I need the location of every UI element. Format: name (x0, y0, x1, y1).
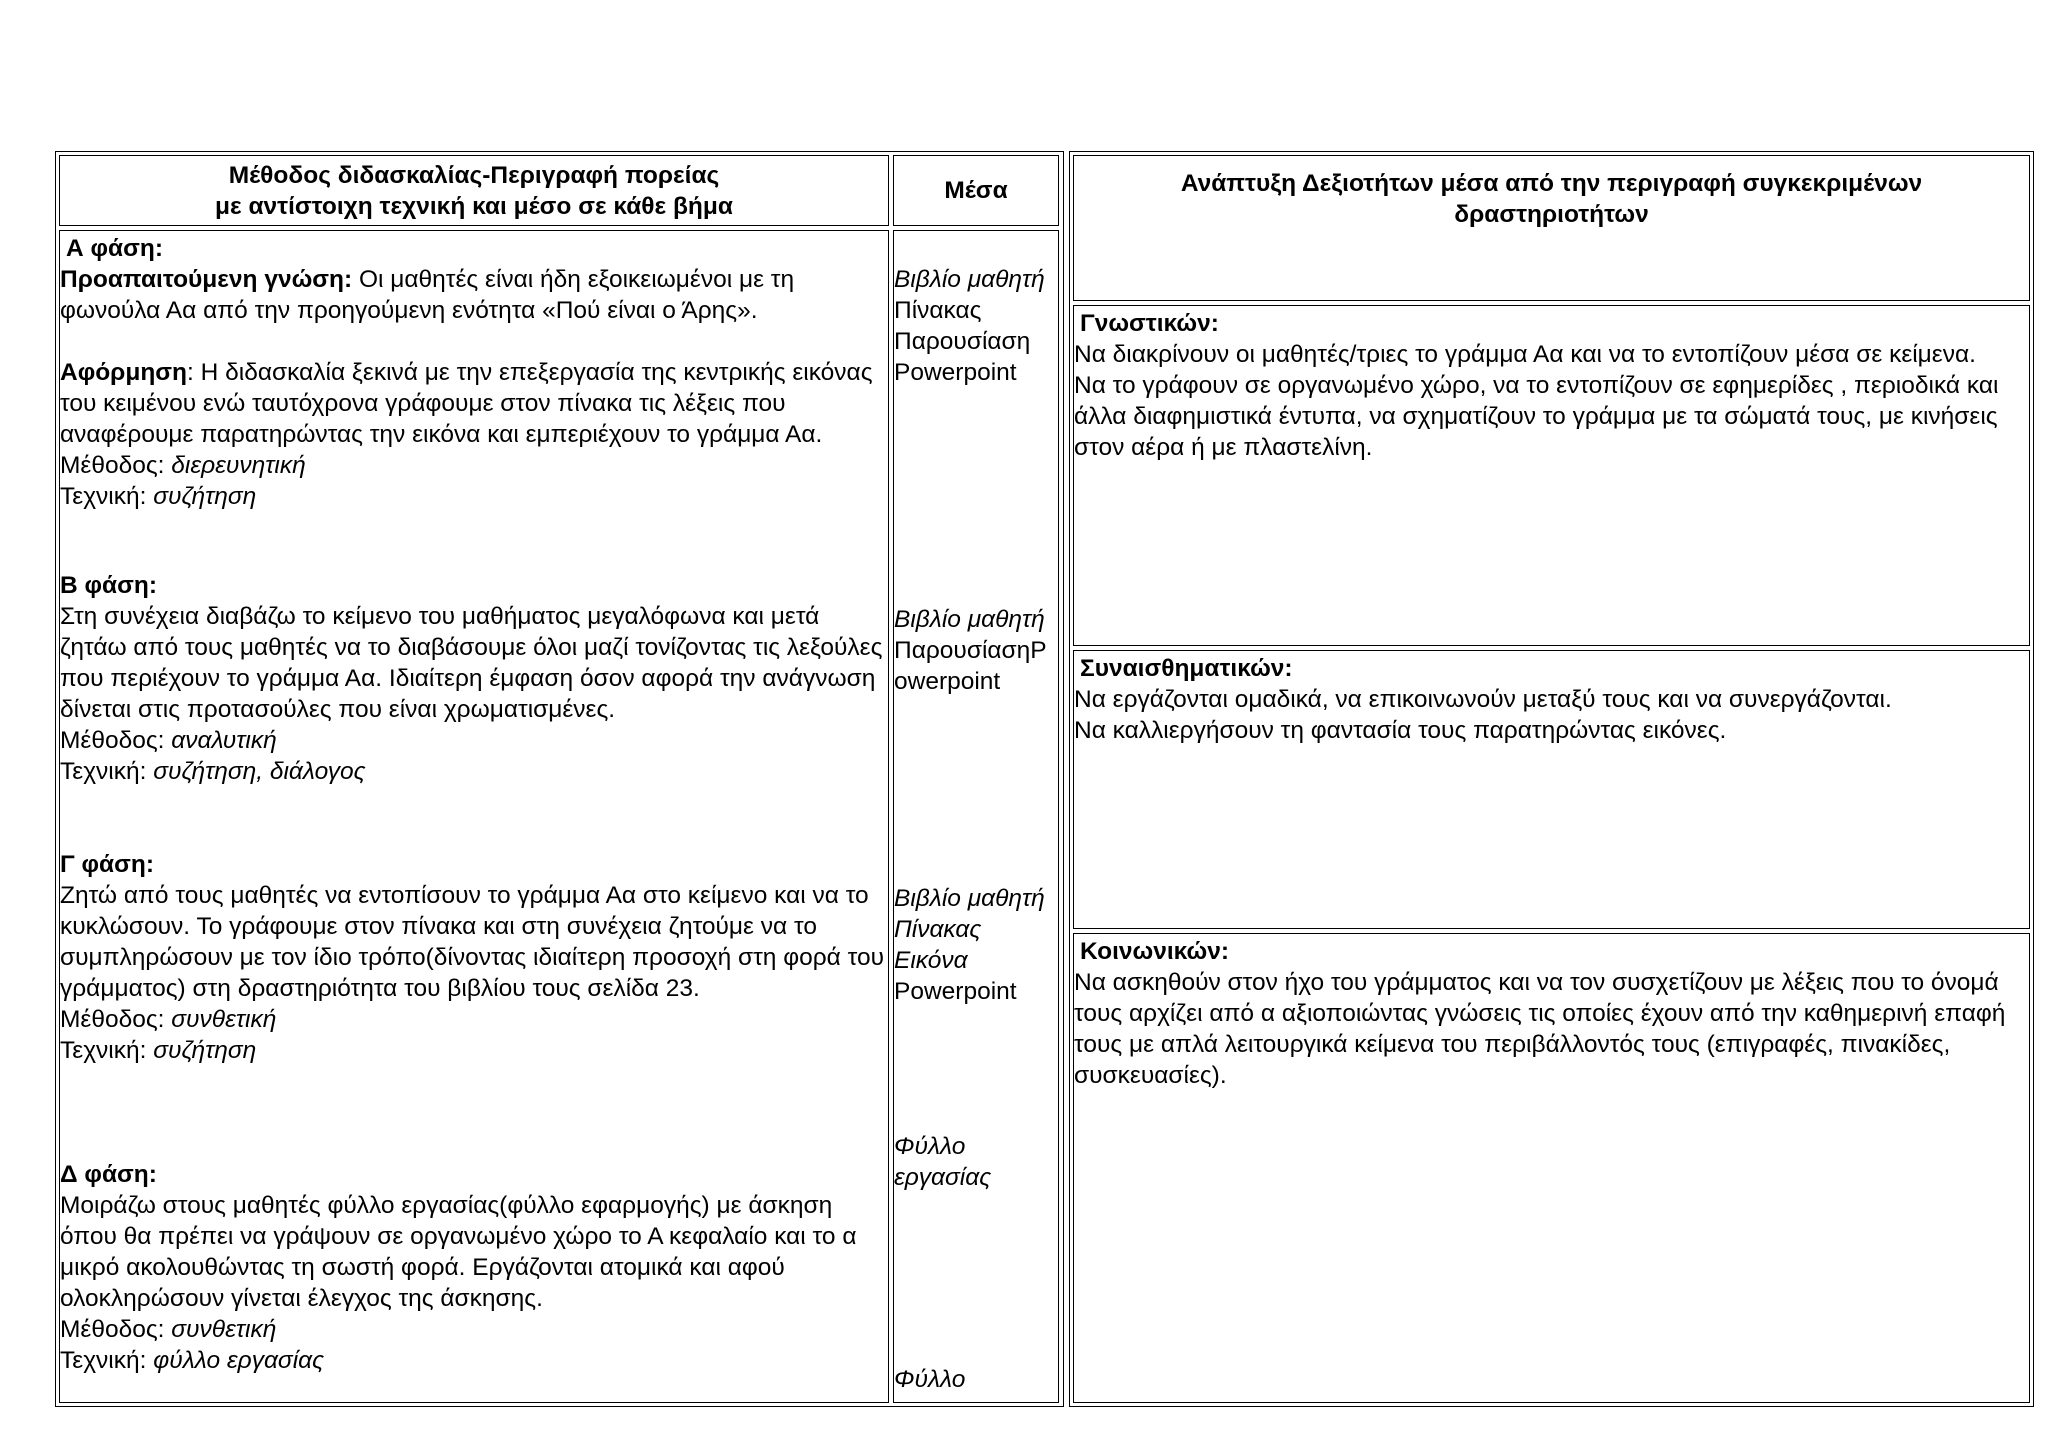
media-item: Πίνακας (894, 297, 982, 324)
phase-b-technique: Τεχνική: συζήτηση, διάλογος (60, 758, 366, 785)
emotional-title: Συναισθηματικών: (1080, 655, 1293, 682)
media-item: Φύλλο εργασίας (894, 1133, 992, 1191)
media-phase-d (894, 1131, 1004, 1193)
phase-b-method: Μέθοδος: αναλυτική (60, 727, 277, 754)
media-item: Βιβλίο μαθητή (894, 885, 1045, 912)
trigger-text: : Η διδασκαλία ξεκινά με την επεξεργασία της κεντρικής εικόνας του κειμένου ενώ ταυτόχρονα γράφουμε στον πίνακα τις λέξεις που αναφέρουμε παρατηρώντας την εικόνα και εμπεριέχουν το γράμμα Αα. (60, 359, 873, 448)
phase-a-technique: Τεχνική: συζήτηση (60, 483, 257, 510)
phase-c-title: Γ φάση: (60, 851, 155, 878)
method-column-header (59, 155, 889, 226)
phase-c (60, 849, 886, 1066)
media-item: Πίνακας (894, 916, 982, 943)
phase-b-text: Στη συνέχεια διαβάζω το κείμενο του μαθήματος μεγαλόφωνα και μετά ζητάω από τους μαθητές να το διαβάσουμε όλοι μαζί τονίζοντας τις λεξούλες που περιέχουν το γράμμα Αα. Ιδιαίτερη έμφαση όσον αφορά την ανάγνωση δίνεται στις προτασούλες που είναι χρωματισμένες. (60, 603, 883, 723)
media-column-header (893, 155, 1059, 226)
media-header-label: Μέσα (944, 177, 1008, 204)
phase-d-technique: Τεχνική: φύλλο εργασίας (60, 1347, 325, 1374)
media-phase-a (894, 264, 1058, 388)
method-header-line2: με αντίστοιχη τεχνική και μέσο σε κάθε βήμα (215, 192, 733, 220)
media-phase-e (894, 1364, 1058, 1395)
cognitive-skills-cell (1073, 305, 2030, 646)
media-item: Βιβλίο μαθητή (894, 266, 1045, 293)
trigger-label: Αφόρμηση (60, 359, 188, 386)
emotional-skills-cell (1073, 650, 2030, 929)
media-phase-c (894, 883, 1058, 1007)
media-item: Παρουσίαση (894, 328, 1031, 355)
emotional-text-1: Να εργάζονται ομαδικά, να επικοινωνούν μεταξύ τους και να συνεργάζονται. (1074, 686, 1892, 713)
phase-b-title: Β φάση: (60, 572, 157, 599)
prereq-label: Προαπαιτούμενη γνώση: (60, 266, 353, 293)
social-skills-cell (1073, 933, 2030, 1403)
cognitive-text-2: Να το γράφουν σε οργανωμένο χώρο, να το εντοπίζουν σε εφημερίδες , περιοδικά και άλλα διαφημιστικά έντυπα, να σχηματίζουν το γράμμα με τα σώματά τους, με κινήσεις στον αέρα ή με πλαστελίνη. (1074, 372, 1999, 461)
cognitive-text-1: Να διακρίνουν οι μαθητές/τριες το γράμμα Αα και να το εντοπίζουν μέσα σε κείμενα. (1074, 341, 1976, 368)
phase-d (60, 1159, 886, 1376)
phase-c-text: Ζητώ από τους μαθητές να εντοπίσουν το γράμμα Αα στο κείμενο και να το κυκλώσουν. Το γράφουμε στον πίνακα και στη συνέχεια ζητούμε να το συμπληρώσουν με τον ίδιο τρόπο(δίνοντας ιδιαίτερη προσοχή στη φορά του γράμματος) στη δραστηριότητα του βιβλίου τους σελίδα 23. (60, 882, 885, 1002)
phase-a (60, 233, 886, 512)
media-item: Βιβλίο μαθητή (894, 606, 1045, 633)
media-item: Εικόνα (894, 947, 968, 974)
media-item: Powerpoint (894, 978, 1017, 1005)
phase-d-text: Μοιράζω στους μαθητές φύλλο εργασίας(φύλλο εφαρμογής) με άσκηση όπου θα πρέπει να γράψουν σε οργανωμένο χώρο το Α κεφαλαίο και το α μικρό ακολουθώντας τη σωστή φορά. Εργάζονται ατομικά και αφού ολοκληρώσουν γίνεται έλεγχος της άσκησης. (60, 1192, 857, 1312)
media-phase-b (894, 604, 1058, 697)
phase-d-title: Δ φάση: (60, 1161, 157, 1188)
media-item: Φύλλο (894, 1366, 966, 1393)
phase-a-prereq (60, 264, 886, 326)
method-header-line1: Μέθοδος διδασκαλίας-Περιγραφή πορείας (228, 161, 720, 189)
media-item: Powerpoint (894, 359, 1017, 386)
method-column-body (59, 230, 889, 1403)
phase-c-method: Μέθοδος: συνθετική (60, 1006, 277, 1033)
phase-b (60, 570, 886, 787)
skills-header-line1: Ανάπτυξη Δεξιοτήτων μέσα από την περιγραφή συγκεκριμένων (1180, 170, 1923, 197)
skills-header-line2: δραστηριοτήτων (1454, 201, 1649, 228)
social-text: Να ασκηθούν στον ήχο του γράμματος και να τον συσχετίζουν με λέξεις που το όνομά τους αρχίζει από α αξιοποιώντας γνώσεις τις οποίες έχουν από την καθημερινή επαφή τους με απλά λειτουργικά κείμενα του περιβάλλοντός τους (επιγραφές, πινακίδες, συσκευασίες). (1074, 969, 2006, 1089)
phase-d-method: Μέθοδος: συνθετική (60, 1316, 277, 1343)
phase-c-technique: Τεχνική: συζήτηση (60, 1037, 257, 1064)
cognitive-title: Γνωστικών: (1080, 310, 1219, 337)
social-title: Κοινωνικών: (1080, 938, 1229, 965)
skills-column-header (1073, 155, 2030, 301)
media-column-body (893, 230, 1059, 1403)
emotional-text-2: Να καλλιεργήσουν τη φαντασία τους παρατηρώντας εικόνες. (1074, 717, 1727, 744)
phase-a-method: Μέθοδος: διερευνητική (60, 452, 306, 479)
phase-a-trigger (60, 357, 886, 450)
phase-a-title: Α φάση: (66, 235, 163, 262)
media-item: ΠαρουσίασηPowerpoint (894, 637, 1047, 695)
prereq-text: Οι μαθητές είναι ήδη εξοικειωμένοι με τη φωνούλα Αα από την προηγούμενη ενότητα «Πού είναι ο Άρης». (60, 266, 795, 324)
